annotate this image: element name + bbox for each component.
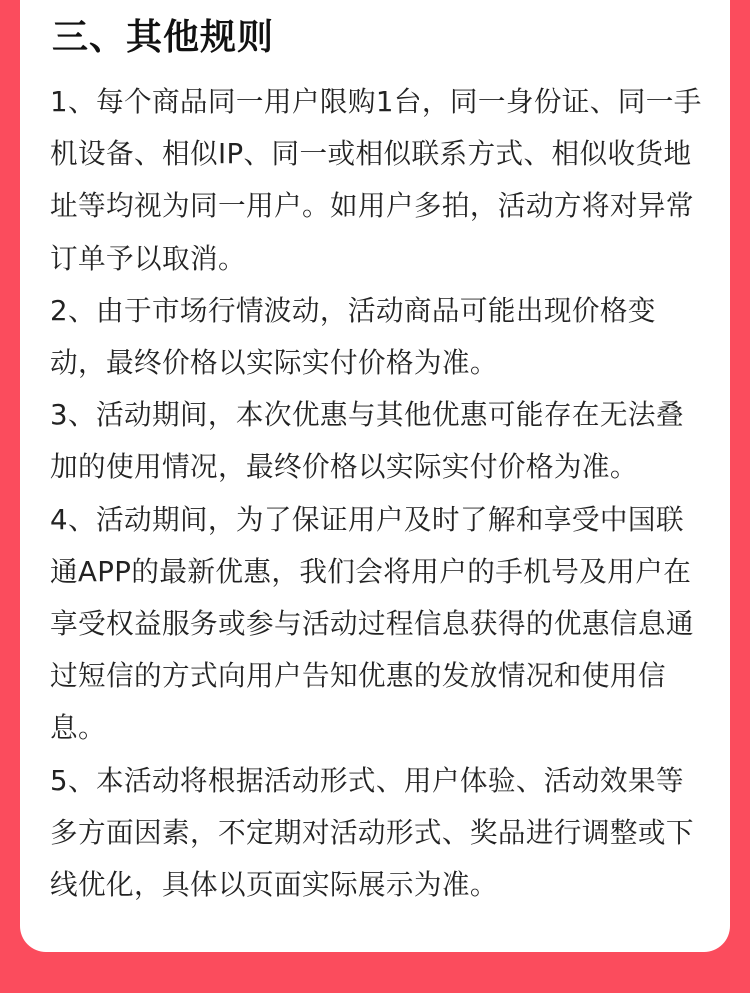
rule-item-5: 5、本活动将根据活动形式、用户体验、活动效果等多方面因素，不定期对活动形式、奖品进行调整或下线优化，具体以页面实际展示为准。	[50, 763, 694, 902]
rule-item-1: 1、每个商品同一用户限购1台，同一身份证、同一手机设备、相似IP、同一或相似联系方式、相似收货地址等均视为同一用户。如用户多拍，活动方将对异常订单予以取消。	[50, 85, 702, 275]
rules-list	[50, 76, 710, 911]
rules-card	[20, 0, 730, 952]
section-title: 三、其他规则	[52, 17, 275, 58]
rule-item-2: 2、由于市场行情波动，活动商品可能出现价格变动，最终价格以实际实付价格为准。	[50, 293, 656, 380]
rule-item-3: 3、活动期间，本次优惠与其他优惠可能存在无法叠加的使用情况，最终价格以实际实付价格为准。	[50, 398, 684, 484]
rule-item-4: 4、活动期间，为了保证用户及时了解和享受中国联通APP的最新优惠，我们会将用户的手机号及用户在享受权益服务或参与活动过程信息获得的优惠信息通过短信的方式向用户告知优惠的发放情况和使用信息。	[50, 502, 694, 745]
